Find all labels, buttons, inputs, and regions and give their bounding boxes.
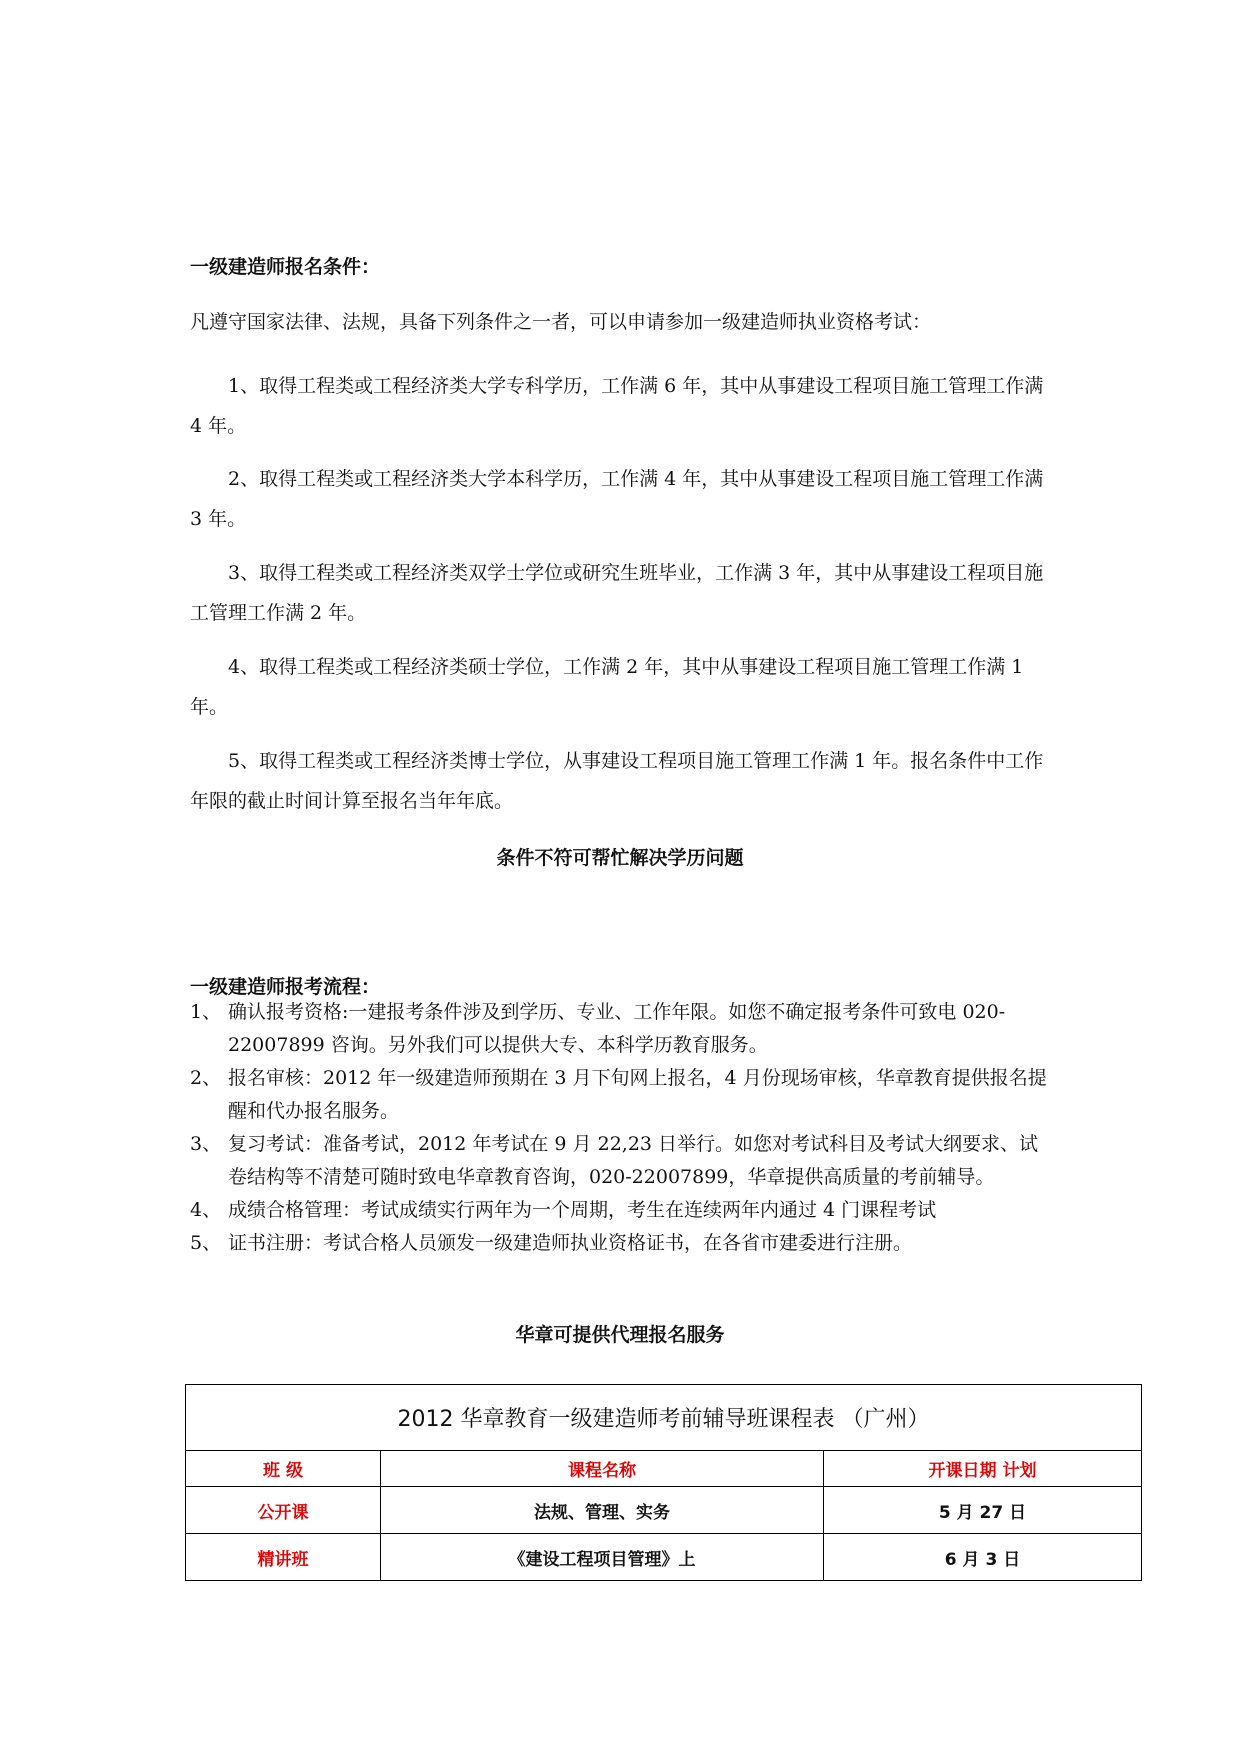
- course-schedule-table: [185, 1384, 1142, 1581]
- table-row: [186, 1487, 1142, 1534]
- class-cell: 公开课: [186, 1487, 381, 1534]
- process-heading: 一级建造师报考流程：: [190, 976, 381, 998]
- table-row: [186, 1534, 1142, 1581]
- process-step: [190, 1194, 1050, 1227]
- conditions-heading: 一级建造师报名条件：: [190, 256, 381, 278]
- header-class: 班 级: [186, 1451, 381, 1487]
- header-start-date: 开课日期 计划: [824, 1451, 1142, 1487]
- process-step: [190, 1128, 1050, 1194]
- step-text: 确认报考资格:一建报考条件涉及到学历、专业、工作年限。如您不确定报考条件可致电 020-22007899 咨询。另外我们可以提供大专、本科学历教育服务。: [228, 1001, 1006, 1056]
- schedule-title: 2012 华章教育一级建造师考前辅导班课程表 （广州）: [186, 1385, 1142, 1451]
- step-number: 4、: [190, 1199, 222, 1221]
- condition-item: 1、取得工程类或工程经济类大学专科学历，工作满 6 年，其中从事建设工程项目施工管理工作满 4 年。: [190, 375, 1044, 437]
- step-text: 成绩合格管理：考试成绩实行两年为一个周期，考生在连续两年内通过 4 门课程考试: [228, 1199, 937, 1221]
- step-text: 复习考试：准备考试，2012 年考试在 9 月 22,23 日举行。如您对考试科目及考试大纲要求、试卷结构等不清楚可随时致电华章教育咨询，020-22007899，华章提供高质量的考前辅导。: [228, 1133, 1039, 1188]
- service-notice: 华章可提供代理报名服务: [515, 1324, 725, 1346]
- condition-item: 2、取得工程类或工程经济类大学本科学历，工作满 4 年，其中从事建设工程项目施工管理工作满 3 年。: [190, 468, 1044, 530]
- condition-item: 3、取得工程类或工程经济类双学士学位或研究生班毕业，工作满 3 年，其中从事建设工程项目施工管理工作满 2 年。: [190, 562, 1044, 624]
- class-cell: 精讲班: [186, 1534, 381, 1581]
- header-course-name: 课程名称: [381, 1451, 824, 1487]
- condition-item: 5、取得工程类或工程经济类博士学位，从事建设工程项目施工管理工作满 1 年。报名条件中工作年限的截止时间计算至报名当年年底。: [190, 750, 1044, 812]
- step-text: 证书注册：考试合格人员颁发一级建造师执业资格证书，在各省市建委进行注册。: [228, 1232, 913, 1254]
- course-cell: 《建设工程项目管理》上: [381, 1534, 824, 1581]
- step-number: 5、: [190, 1232, 222, 1254]
- step-text: 报名审核：2012 年一级建造师预期在 3 月下旬网上报名，4 月份现场审核，华章教育提供报名提醒和代办报名服务。: [228, 1067, 1047, 1122]
- table-header-row: [186, 1451, 1142, 1487]
- date-cell: 6 月 3 日: [824, 1534, 1142, 1581]
- step-number: 3、: [190, 1133, 222, 1155]
- course-cell: 法规、管理、实务: [381, 1487, 824, 1534]
- process-step: [190, 1227, 1050, 1260]
- date-cell: 5 月 27 日: [824, 1487, 1142, 1534]
- step-number: 1、: [190, 1001, 222, 1023]
- process-step: [190, 996, 1050, 1062]
- process-step: [190, 1062, 1050, 1128]
- education-notice: 条件不符可帮忙解决学历问题: [496, 847, 744, 869]
- condition-item: 4、取得工程类或工程经济类硕士学位，工作满 2 年，其中从事建设工程项目施工管理工作满 1 年。: [190, 656, 1024, 718]
- process-steps: [190, 996, 1050, 1260]
- conditions-intro: 凡遵守国家法律、法规，具备下列条件之一者，可以申请参加一级建造师执业资格考试：: [190, 311, 932, 333]
- step-number: 2、: [190, 1067, 222, 1089]
